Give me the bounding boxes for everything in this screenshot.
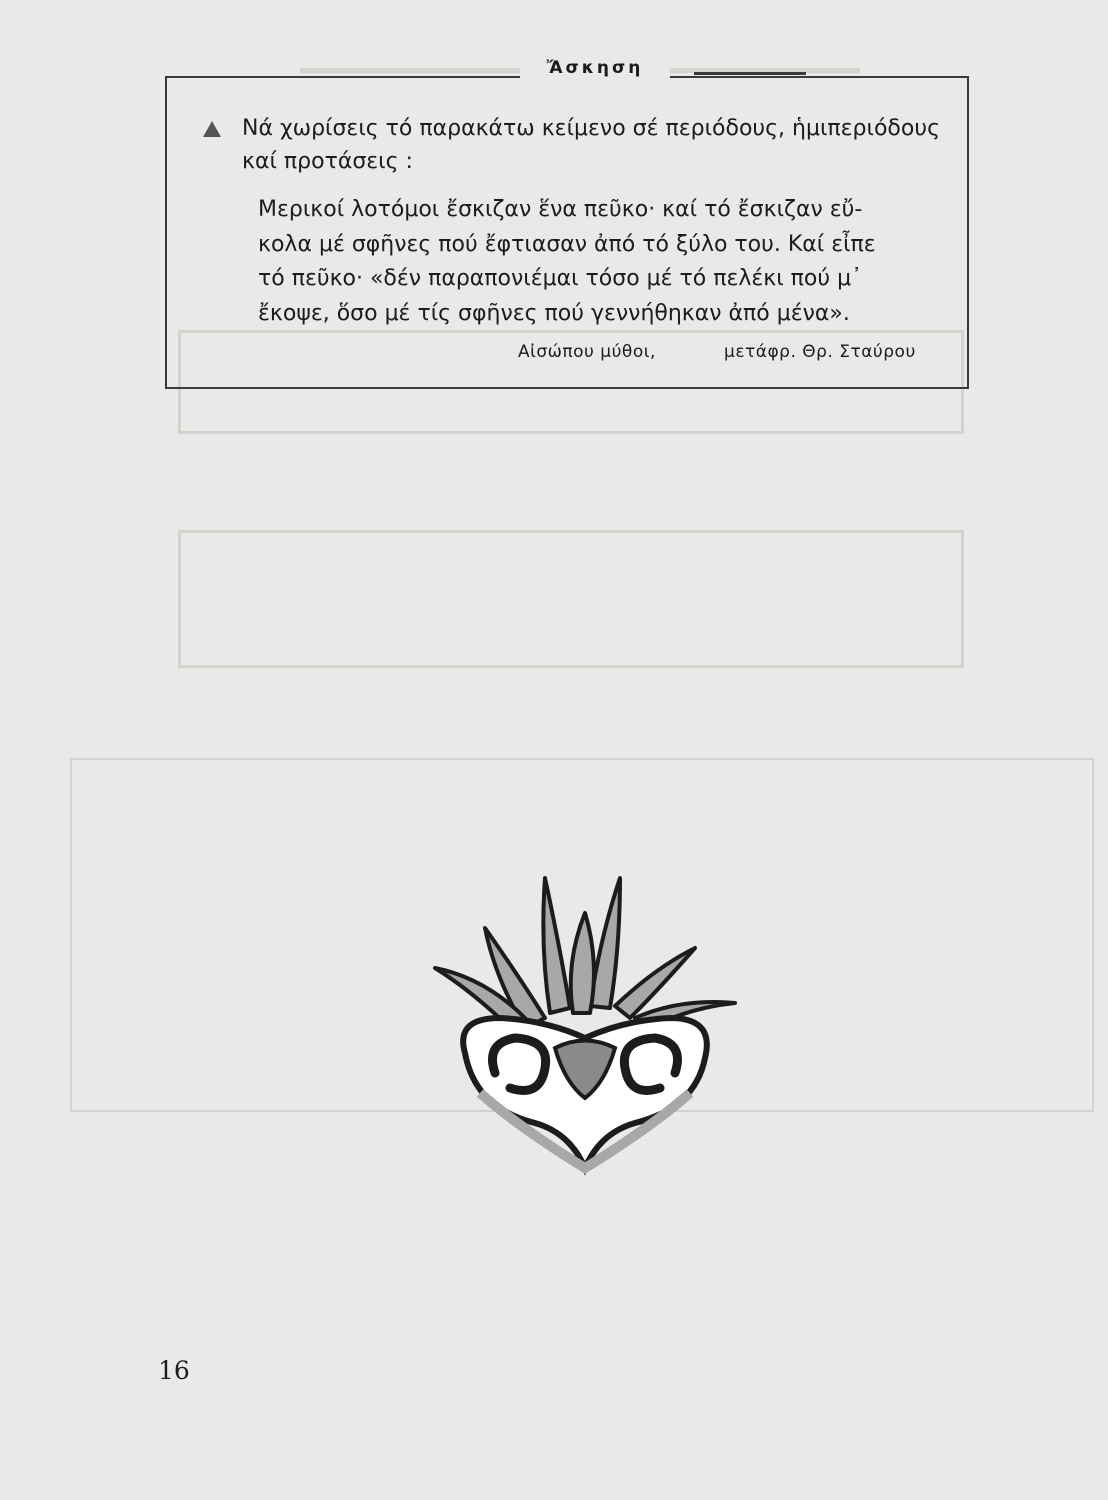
passage-line: Μερικοί λοτόμοι ἔσκιζαν ἕνα πεῦκο· καί τό ἔσκιζαν εὔ-: [258, 197, 863, 222]
source-author: Αἰσώπου μύθοι,: [518, 342, 656, 362]
instruction-text: Νά χωρίσεις τό παρακάτω κείμενο σέ περιόδους, ἡμιπεριόδους καί προτάσεις :: [242, 116, 940, 174]
source-translator: μετάφρ. Θρ. Σταύρου: [724, 342, 916, 362]
page-number: 16: [158, 1356, 190, 1385]
passage: [258, 193, 958, 331]
title-rule: [694, 72, 806, 75]
exercise-instruction: [203, 112, 963, 178]
bleed-through-box-2: [178, 530, 964, 668]
passage-line: κολα μέ σφῆνες πού ἔφτιασαν ἀπό τό ξύλο του. Καί εἶπε: [258, 231, 876, 257]
exercise-title: Ἄσκηση: [520, 58, 670, 78]
passage-line: τό πεῦκο· «δέν παραπονιέμαι τόσο μέ τό πελέκι πού μ᾽: [258, 266, 863, 291]
passage-line: ἔκοψε, ὅσο μέ τίς σφῆνες πού γεννήθηκαν ἀπό μένα».: [258, 300, 850, 326]
lotus-ornament-icon: [425, 868, 745, 1178]
triangle-bullet-icon: [203, 121, 221, 137]
